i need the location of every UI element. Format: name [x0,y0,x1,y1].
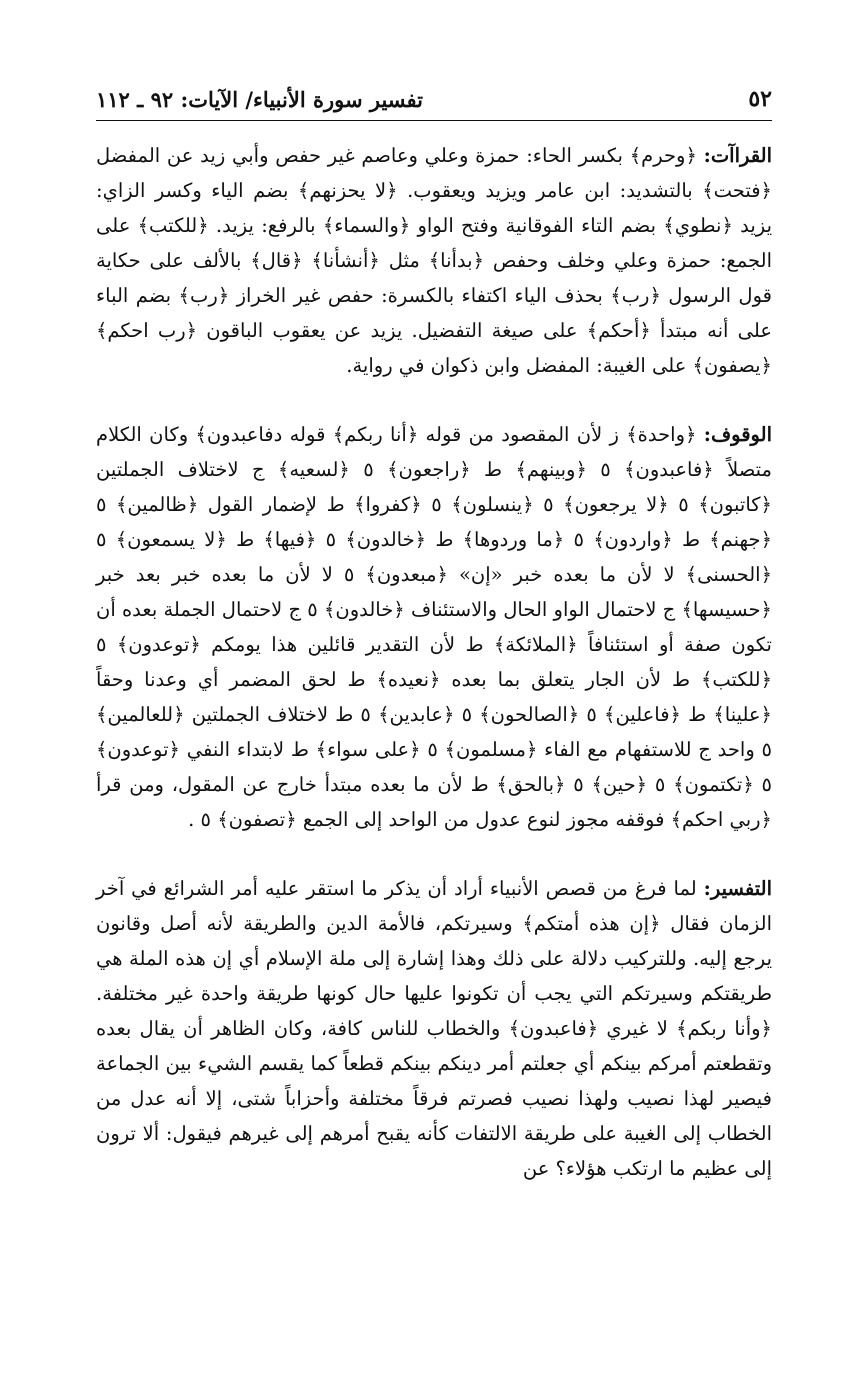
page-number: ٥٢ [748,86,772,112]
paragraph-qiraat [96,138,772,383]
paragraph-text: لما فرغ من قصص الأنبياء أراد أن يذكر ما استقر عليه أمر الشرائع في آخر الزمان فقال ﴿إن هذه أمتكم﴾ وسيرتكم، فالأمة الدين والطريقة لأنه أصل وقانون يرجع إليه. وللتركيب دلالة على ذلك وهذا إشارة إلى ملة الإسلام أي إن هذه الملة هي طريقتكم وسيرتكم التي يجب أن تكونوا عليها حال كونها طريقة واحدة غير مختلفة. ﴿وأنا ربكم﴾ لا غيري ﴿فاعبدون﴾ والخطاب للناس كافة، وكان الظاهر أن يقال بعده وتقطعتم أمركم بينكم أي جعلتم أمر دينكم بينكم قطعاً كما يقسم الشيء بين الجماعة فيصير لهذا نصيب ولهذا نصيب فصرتم فرقاً مختلفة وأحزاباً شتى، إلا أنه عدل من الخطاب إلى الغيبة على طريقة الالتفات كأنه يقبح أمرهم إلى غيرهم فيقول: ألا ترون إلى عظيم ما ارتكب هؤلاء؟ عن [96,877,772,1180]
page-body [96,138,772,1220]
paragraph-heading: القراآت: [703,144,772,167]
paragraph-heading: التفسير: [703,877,772,900]
paragraph-heading: الوقوف: [703,423,772,446]
paragraph-wuquf [96,417,772,837]
running-title: تفسير سورة الأنبياء/ الآيات: ٩٢ ـ ١١٢ [96,86,423,112]
paragraph-tafsir [96,871,772,1186]
running-header [96,78,772,121]
paragraph-text: ﴿واحدة﴾ ز لأن المقصود من قوله ﴿أنا ربكم﴾ قوله دفاعبدون﴾ وكان الكلام متصلاً ﴿فاعبدون﴾ ٥ ﴿وبينهم﴾ ط ﴿راجعون﴾ ٥ ﴿لسعيه﴾ ج لاختلاف الجملتين ﴿كاتبون﴾ ٥ ﴿لا يرجعون﴾ ٥ ﴿ينسلون﴾ ٥ ﴿كفروا﴾ ط لإضمار القول ﴿ظالمين﴾ ٥ ﴿جهنم﴾ ط ﴿واردون﴾ ٥ ﴿ما وردوها﴾ ط ﴿خالدون﴾ ٥ ﴿فيها﴾ ط ﴿لا يسمعون﴾ ٥ ﴿الحسنى﴾ لا لأن ما بعده خبر «إن» ﴿مبعدون﴾ ٥ لا لأن ما بعده خبر بعد خبر ﴿حسيسها﴾ ج لاحتمال الواو الحال والاستئناف ﴿خالدون﴾ ٥ ج لاحتمال الجملة بعده أن تكون صفة أو استئنافاً ﴿الملائكة﴾ ط لأن التقدير قائلين هذا يومكم ﴿توعدون﴾ ٥ ﴿للكتب﴾ ط لأن الجار يتعلق بما بعده ﴿نعيده﴾ ط لحق المضمر أي وعدنا وحقاً ﴿علينا﴾ ط ﴿فاعلين﴾ ٥ ﴿الصالحون﴾ ٥ ﴿عابدين﴾ ٥ ط لاختلاف الجملتين ﴿للعالمين﴾ ٥ واحد ج للاستفهام مع الفاء ﴿مسلمون﴾ ٥ ﴿على سواء﴾ ط لابتداء النفي ﴿توعدون﴾ ٥ ﴿تكتمون﴾ ٥ ﴿حين﴾ ٥ ﴿بالحق﴾ ط لأن ما بعده مبتدأ خارج عن المقول، ومن قرأ ﴿ربي احكم﴾ فوقفه مجوز لنوع عدول من الواحد إلى الجمع ﴿تصفون﴾ ٥ . [96,423,773,831]
paragraph-text: ﴿وحرم﴾ بكسر الحاء: حمزة وعلي وعاصم غير حفص وأبي زيد عن المفضل ﴿فتحت﴾ بالتشديد: ابن عامر ويزيد ويعقوب. ﴿لا يحزنهم﴾ بضم الياء وكسر الزاي: يزيد ﴿نطوي﴾ بضم التاء الفوقانية وفتح الواو ﴿والسماء﴾ بالرفع: يزيد. ﴿للكتب﴾ على الجمع: حمزة وعلي وخلف وحفص ﴿بدأنا﴾ مثل ﴿أنشأنا﴾ ﴿قال﴾ بالألف على حكاية قول الرسول ﴿رب﴾ بحذف الياء اكتفاء بالكسرة: حفص غير الخراز ﴿رب﴾ بضم الباء على أنه مبتدأ ﴿أحكم﴾ على صيغة التفضيل. يزيد عن يعقوب الباقون ﴿رب احكم﴾ ﴿يصفون﴾ على الغيبة: المفضل وابن ذكوان في رواية. [96,144,772,377]
